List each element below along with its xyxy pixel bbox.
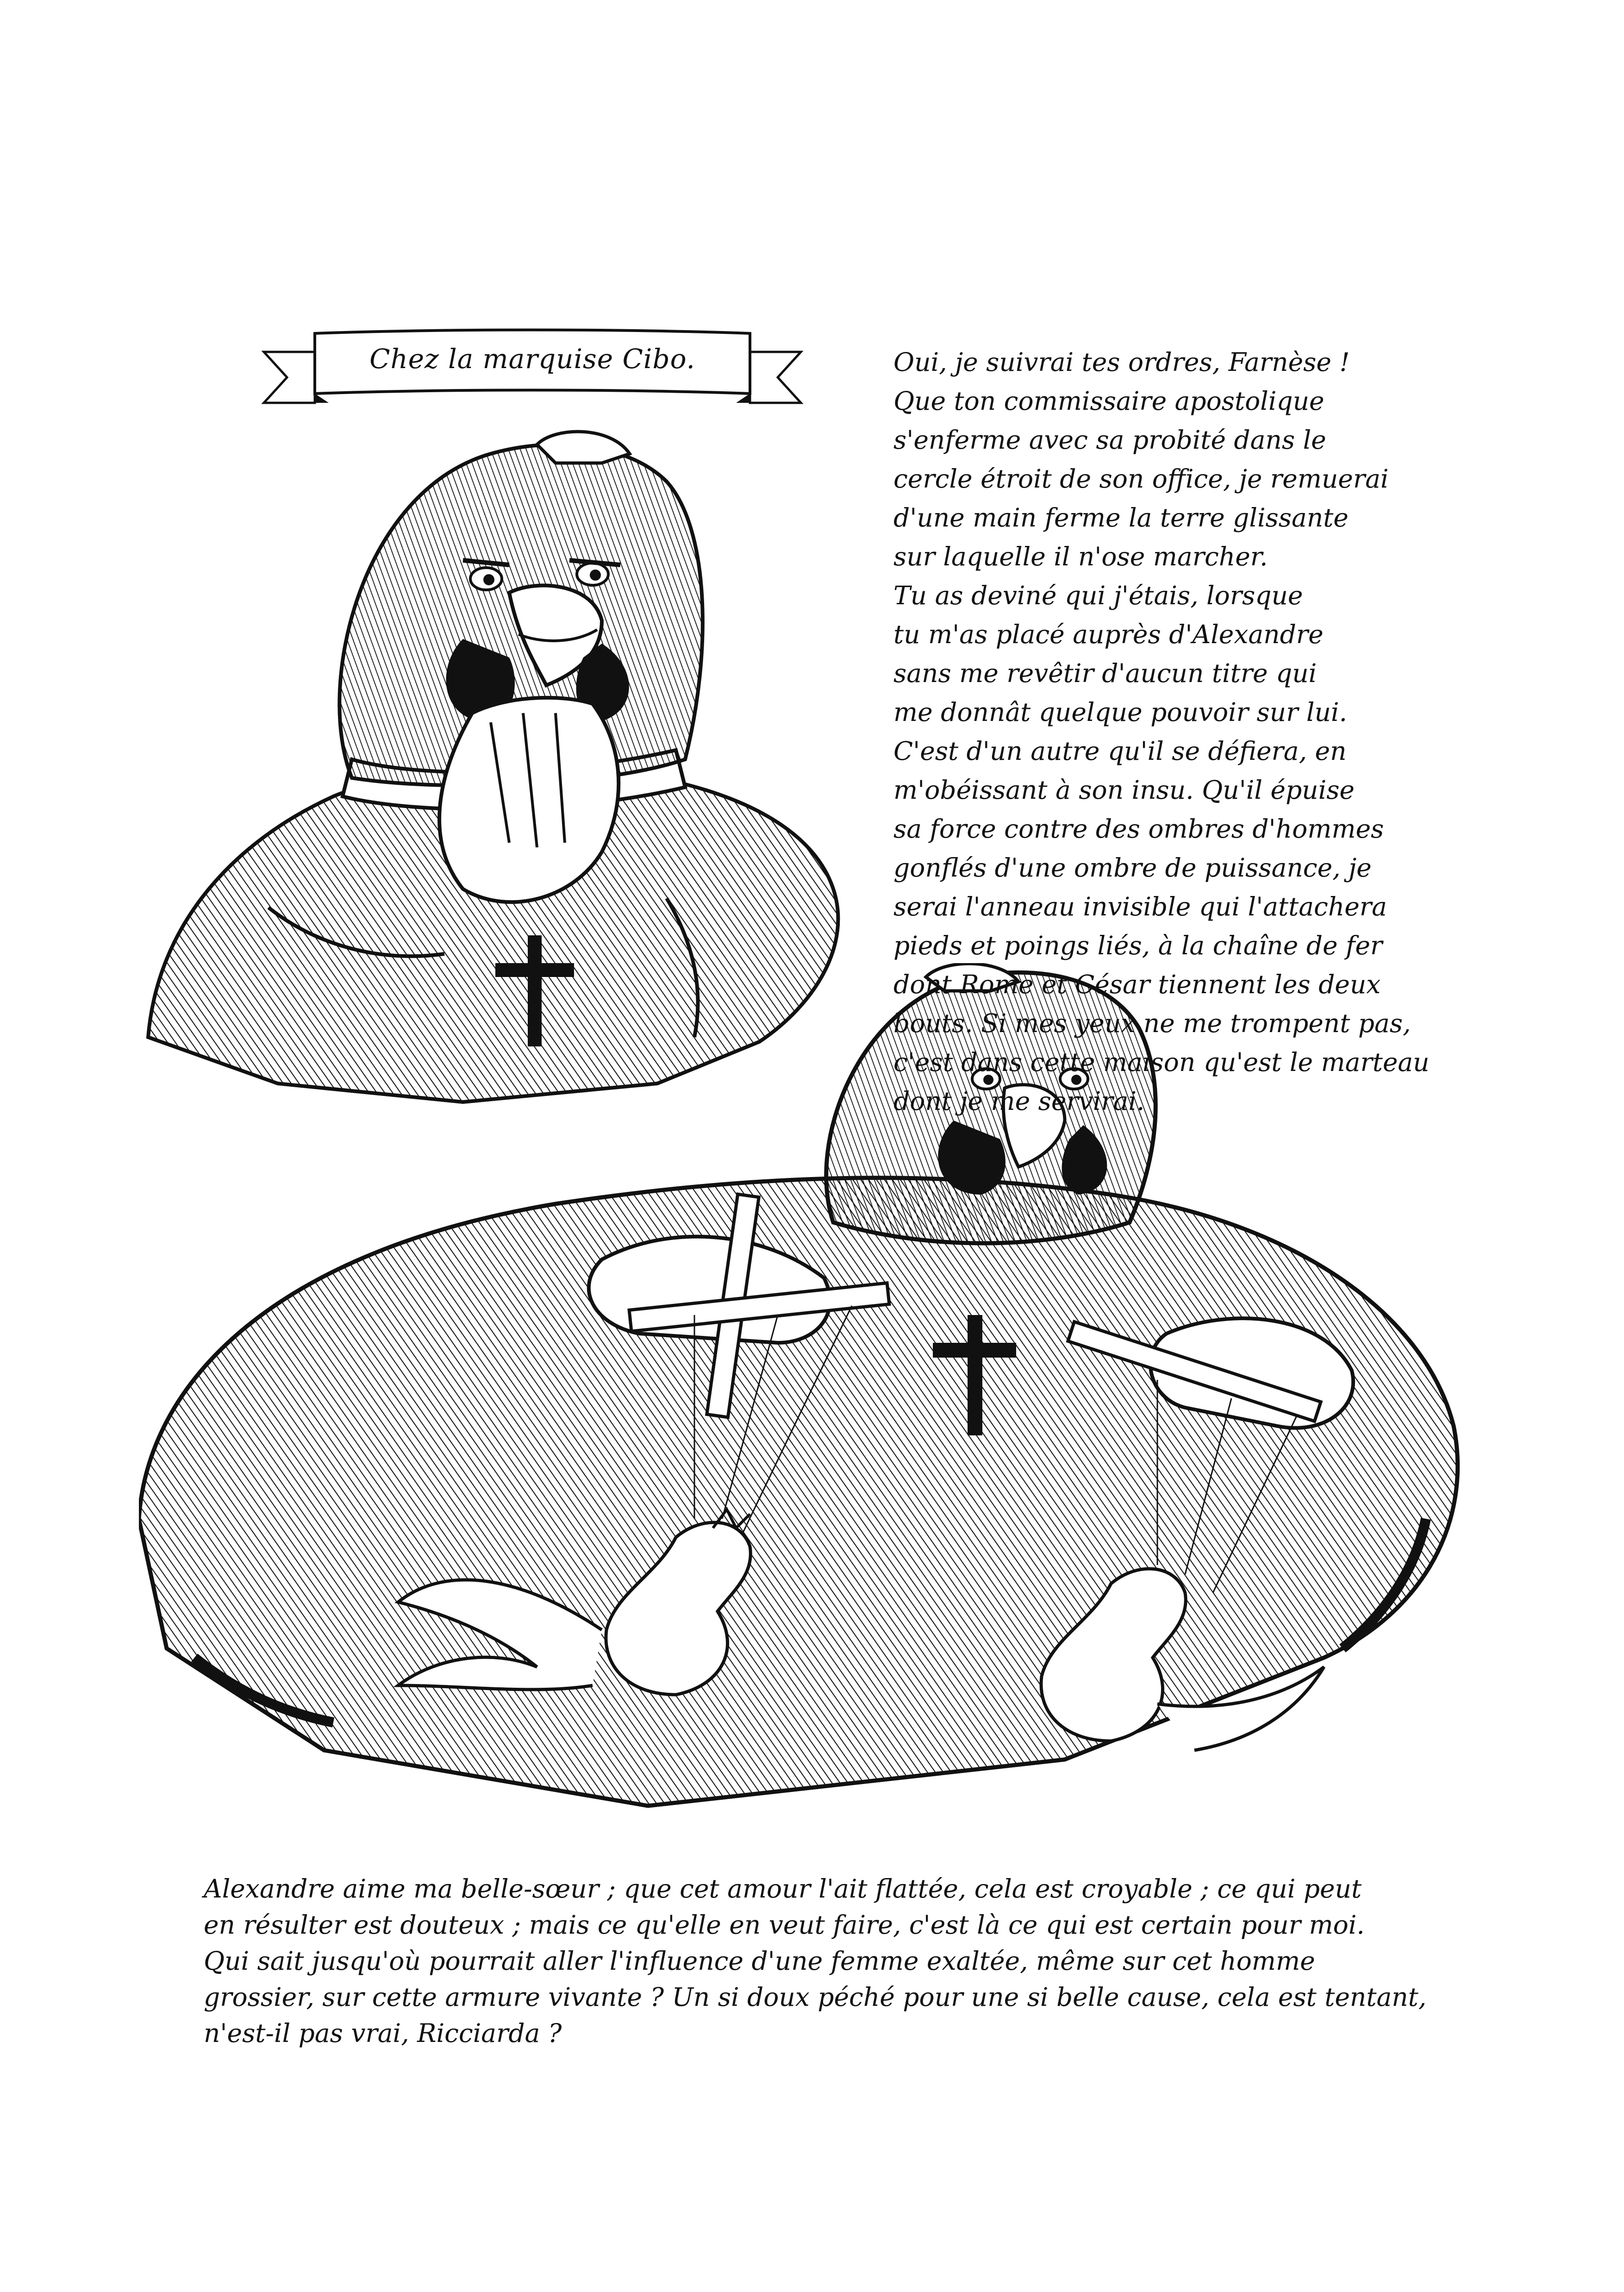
monologue-line: s'enferme avec sa probité dans le [893, 425, 1326, 455]
narration-line: en résulter est douteux ; mais ce qu'elle en veut faire, c'est là ce qui est certain pour moi. [204, 1910, 1365, 1940]
bottom-narration-text [204, 1871, 1435, 2051]
monologue-line: Que ton commissaire apostolique [893, 386, 1324, 416]
narration-line: n'est-il pas vrai, Ricciarda ? [204, 2018, 562, 2048]
monologue-line: me donnât quelque pouvoir sur lui. [893, 697, 1347, 727]
monologue-line: c'est dans cette maison qu'est le marteau [893, 1047, 1430, 1077]
narration-line: grossier, sur cette armure vivante ? Un si doux péché pour une si belle cause, cela est tentant, [204, 1982, 1427, 2012]
monologue-text [893, 343, 1495, 1121]
monologue-line: dont je me servirai. [893, 1086, 1145, 1116]
monologue-line: cercle étroit de son office, je remuerai [893, 464, 1389, 494]
monologue-line: d'une main ferme la terre glissante [893, 503, 1349, 532]
monologue-line: bouts. Si mes yeux ne me trompent pas, [893, 1008, 1411, 1038]
monologue-line: tu m'as placé auprès d'Alexandre [893, 620, 1324, 649]
monologue-line: C'est d'un autre qu'il se défiera, en [893, 736, 1347, 766]
location-caption-banner [259, 324, 806, 412]
monologue-line: pieds et poings liés, à la chaîne de fer [893, 931, 1383, 960]
monologue-line: gonflés d'une ombre de puissance, je [893, 853, 1372, 883]
monologue-line: serai l'anneau invisible qui l'attachera [893, 892, 1387, 921]
monologue-line: sans me revêtir d'aucun titre qui [893, 658, 1317, 688]
narration-line: Alexandre aime ma belle-sœur ; que cet amour l'ait flattée, cela est croyable ; ce qui peut [204, 1874, 1362, 1904]
monologue-line: Tu as deviné qui j'étais, lorsque [893, 581, 1303, 610]
monologue-line: sur laquelle il n'ose marcher. [893, 542, 1268, 571]
monologue-line: dont Rome et César tiennent les deux [893, 970, 1381, 999]
monologue-line: sa force contre des ombres d'hommes [893, 814, 1384, 844]
monologue-line: Oui, je suivrai tes ordres, Farnèse ! [893, 347, 1350, 377]
narration-line: Qui sait jusqu'où pourrait aller l'influence d'une femme exaltée, même sur cet homme [204, 1946, 1315, 1976]
location-caption-text: Chez la marquise Cibo. [369, 343, 695, 375]
monologue-line: m'obéissant à son insu. Qu'il épuise [893, 775, 1355, 805]
